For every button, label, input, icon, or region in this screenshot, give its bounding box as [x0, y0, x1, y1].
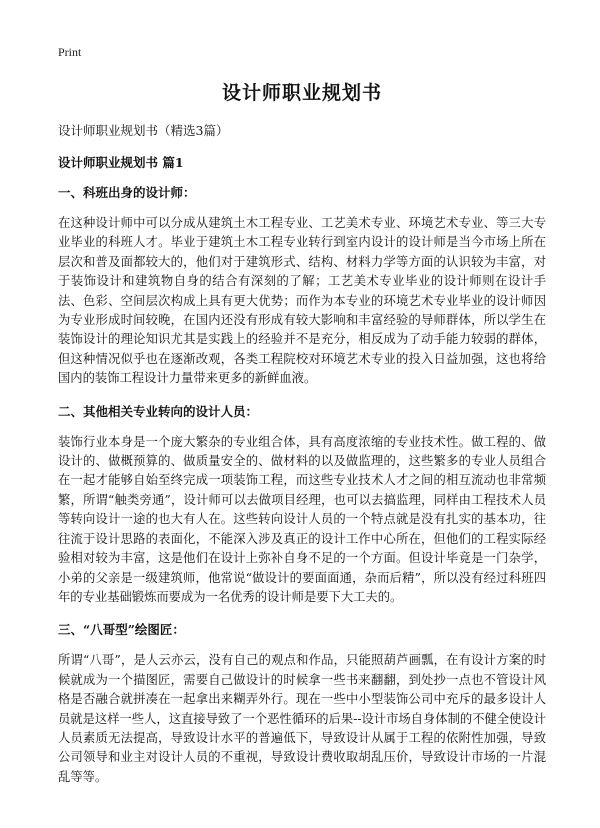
section-2: [58, 402, 546, 608]
document-subtitle: 设计师职业规划书（精选3篇）: [58, 123, 229, 138]
document-page: [58, 78, 546, 800]
section-heading: 一、科班出身的设计师：: [58, 185, 196, 200]
section-paragraph: 在这种设计师中可以分成从建筑土木工程专业、工艺美术专业、环境艺术专业、等三大专业毕业的科班人才。毕业于建筑土木工程专业转行到室内设计的设计师是当今市场上所在层次和普及面都较大的，他们对于建筑形式、结构、材料力学等方面的认识较为丰富，对于装饰设计和建筑物自身的结合有深刻的了解；工艺美术专业毕业的设计师则在设计手法、色彩、空间层次构成上具有更大优势；而作为本专业的环境艺术专业毕业的设计师因为专业形成时间较晚，在国内还没有形成有较大影响和丰富经验的导师群体，所以学生在装饰设计的理论知识尤其是实践上的经验并不是充分，相反成为了动手能力较弱的群体，但这种情况似乎也在逐渐改观，各类工程院校对环境艺术专业的投入日益加强，这也将给国内的装饰工程设计力量带来更多的新鲜血液。: [58, 216, 546, 386]
part-title: 设计师职业规划书 篇1: [58, 155, 184, 170]
section-heading: 三、“八哥型”绘图匠：: [58, 622, 185, 638]
section-3: [58, 620, 546, 787]
section-heading: 二、其他相关专业转向的设计人员：: [58, 403, 259, 419]
page-title: 设计师职业规划书: [221, 82, 382, 104]
section-paragraph: 所谓“八哥”，是人云亦云，没有自己的观点和作品，只能照葫芦画瓢，在有设计方案的时候就成为一个描图匠，需要自己做设计的时候拿一些书来翻翻，到处抄一点也不管设计风格是否融合就拼凑在一起拿出来糊弄外行。现在一些中小型装饰公司中充斥的最多设计人员就是这样一些人，这直接导致了一个恶性循环的后果--设计市场自身体制的不健全使设计人员素质无法提高，导致设计水平的普遍低下，导致设计从属于工程的依附性加强，导致公司领导和业主对设计人员的不重视，导致设计费收取胡乱压价，导致设计市场的一片混乱等等。: [58, 653, 546, 784]
section-paragraph: 装饰行业本身是一个庞大繁杂的专业组合体，具有高度浓缩的专业技术性。做工程的、做设计的、做概预算的、做质量安全的、做材料的以及做监理的，这些繁多的专业人员组合在一起才能够自始至终完成一项装饰工程，而这些专业技术人才之间的相互流动也非常频繁，所谓“触类旁通”，设计师可以去做项目经理，也可以去搞监理，同样由工程技术人员等转向设计一途的也大有人在。这些转向设计人员的一个特点就是没有扎实的基本功，往往流于设计思路的表面化，不能深入涉及真正的设计工作中心所在，但他们的工程实际经验相对较为丰富，这是他们在设计上弥补自身不足的一个方面。但设计毕竟是一门杂学，小弟的父亲是一级建筑师，他常说“做设计的要面面通，杂而后精”，所以没有经过科班四年的专业基础锻炼而要成为一名优秀的设计师是要下大工夫的。: [58, 434, 546, 604]
print-link[interactable]: Print: [58, 45, 82, 59]
section-1: [58, 183, 546, 389]
